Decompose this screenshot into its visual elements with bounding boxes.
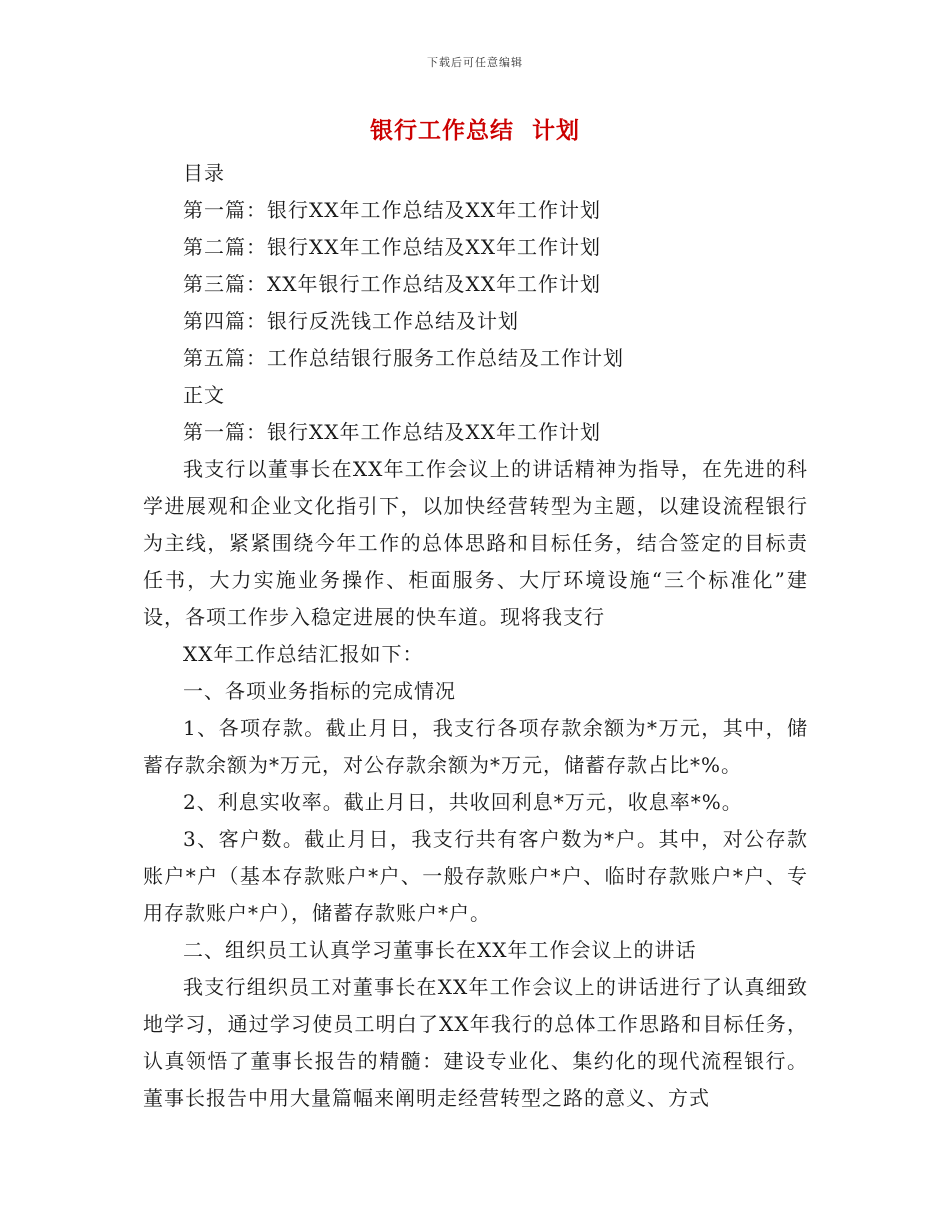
body-heading: 正文	[183, 383, 225, 407]
heading-business-indicators: 一、各项业务指标的完成情况	[183, 679, 456, 703]
paragraph-staff-study: 我支行组织员工对董事长在XX年工作会议上的讲话进行了认真细致地学习，通过学习使员工明白了XX年我行的总体工作思路和目标任务，认真领悟了董事长报告的精髓：建设专业化、集约化的现代流程银行。董事长报告中用大量篇幅来阐明走经营转型之路的意义、方式	[143, 975, 808, 1110]
toc-item-5: 第五篇：工作总结银行服务工作总结及工作计划	[183, 346, 624, 370]
paragraph-report-lead: XX年工作总结汇报如下：	[183, 642, 424, 666]
heading-staff-study: 二、组织员工认真学习董事长在XX年工作会议上的讲话	[183, 938, 697, 962]
paragraph-customers: 3、客户数。截止月日，我支行共有客户数为*户。其中，对公存款账户*户（基本存款账户*户、一般存款账户*户、临时存款账户*户、专用存款账户*户），储蓄存款账户*户。	[143, 827, 808, 925]
paragraph-interest-rate: 2、利息实收率。截止月日，共收回利息*万元，收息率*%。	[183, 790, 743, 814]
toc-item-2: 第二篇：银行XX年工作总结及XX年工作计划	[183, 235, 601, 259]
toc-item-1: 第一篇：银行XX年工作总结及XX年工作计划	[183, 198, 601, 222]
section-title: 第一篇：银行XX年工作总结及XX年工作计划	[183, 420, 601, 444]
page-header-note: 下载后可任意编辑	[427, 56, 523, 69]
document-title: 银行工作总结 计划	[369, 117, 580, 144]
toc-item-3: 第三篇：XX年银行工作总结及XX年工作计划	[183, 272, 601, 296]
paragraph-deposits: 1、各项存款。截止月日，我支行各项存款余额为*万元，其中，储蓄存款余额为*万元，对公存款余额为*万元，储蓄存款占比*%。	[143, 716, 808, 777]
toc-item-4: 第四篇：银行反洗钱工作总结及计划	[183, 309, 519, 333]
toc-heading: 目录	[183, 161, 225, 185]
paragraph-intro: 我支行以董事长在XX年工作会议上的讲话精神为指导，在先进的科学进展观和企业文化指引下，以加快经营转型为主题，以建设流程银行为主线，紧紧围绕今年工作的总体思路和目标任务，结合签定的目标责任书，大力实施业务操作、柜面服务、大厅环境设施“三个标准化”建设，各项工作步入稳定进展的快车道。现将我支行	[143, 457, 808, 629]
document-body	[143, 155, 808, 1117]
